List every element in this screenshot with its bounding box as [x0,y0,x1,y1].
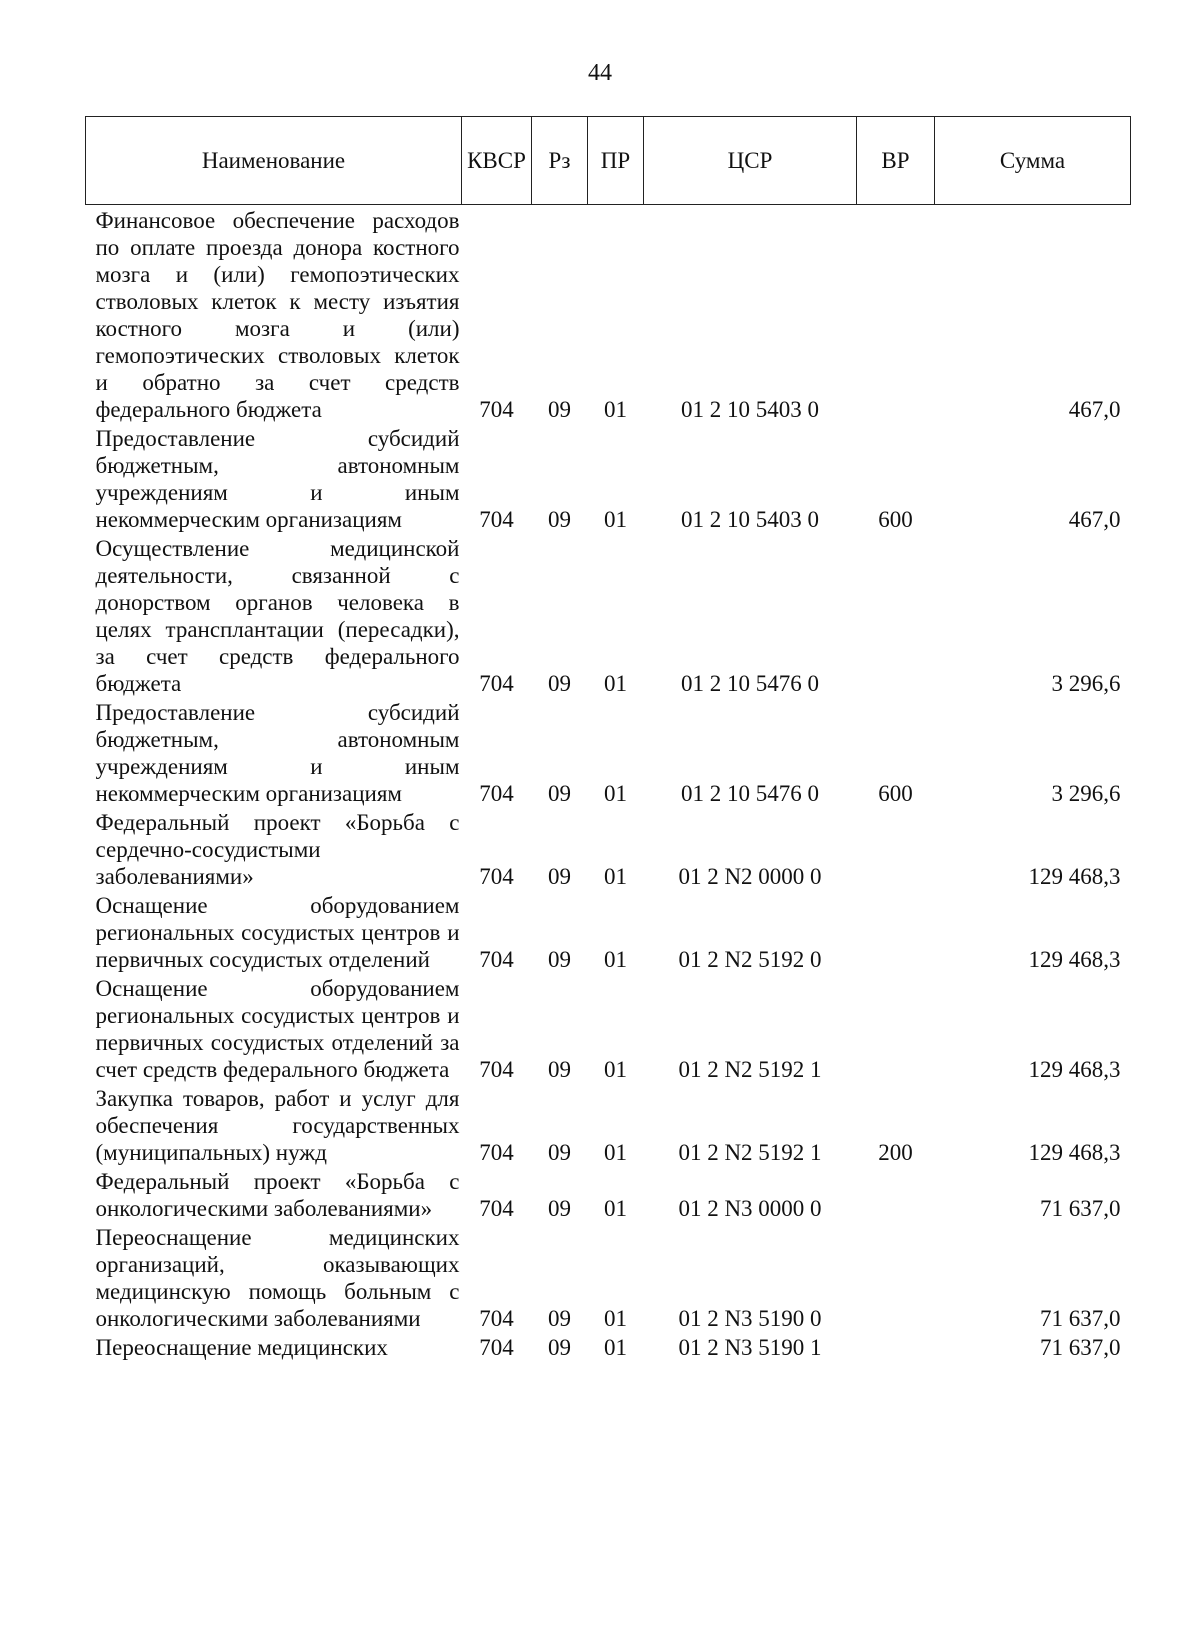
page-number: 44 [588,60,612,86]
row-pr: 01 [604,1306,627,1331]
row-rz: 09 [548,1335,571,1360]
row-name: Закупка товаров, работ и услуг для обеспечения государственных (муниципальных) нужд [95,1086,460,1165]
header-sum: Сумма [935,117,1131,205]
row-name: Переоснащение медицинских организаций, оказывающих медицинскую помощь больным с онкологическими заболеваниями [95,1225,460,1331]
row-vr [857,1222,935,1332]
row-pr: 01 [604,1140,627,1165]
row-csr: 01 2 10 5403 0 [681,507,819,532]
row-pr: 01 [604,864,627,889]
header-vr: ВР [857,117,935,205]
row-kvsr: 704 [479,947,514,972]
table-row [86,697,1131,807]
table-row [86,533,1131,697]
table-row [86,807,1131,890]
row-vr: 600 [878,507,913,532]
header-pr: ПР [588,117,644,205]
row-sum: 467,0 [1068,397,1121,422]
table-row [86,1166,1131,1222]
header-row [86,117,1131,205]
table-header [86,117,1131,205]
row-sum: 129 468,3 [1028,864,1121,889]
row-sum: 3 296,6 [1051,671,1121,696]
row-vr: 600 [878,781,913,806]
row-kvsr: 704 [479,1196,514,1221]
row-csr: 01 2 10 5476 0 [681,671,819,696]
row-pr: 01 [604,947,627,972]
row-csr: 01 2 10 5403 0 [681,397,819,422]
table-body [86,205,1131,1362]
header-rz: Рз [532,117,588,205]
row-name: Осуществление медицинской деятельности, связанной с донорством органов человека в целях трансплантации (пересадки), за счет средств федерального бюджета [95,536,460,696]
row-pr: 01 [604,1196,627,1221]
header-kvsr: КВСР [462,117,532,205]
row-vr [857,533,935,697]
row-name: Федеральный проект «Борьба с сердечно-сосудистыми заболеваниями» [95,810,460,889]
row-pr: 01 [604,781,627,806]
header-name: Наименование [86,117,462,205]
row-kvsr: 704 [479,507,514,532]
row-csr: 01 2 N2 5192 0 [678,947,822,972]
row-rz: 09 [548,864,571,889]
row-vr [857,1332,935,1361]
row-pr: 01 [604,397,627,422]
row-vr [857,1166,935,1222]
table-row [86,1083,1131,1166]
row-name: Федеральный проект «Борьба с онкологическими заболеваниями» [95,1169,460,1221]
table-row [86,205,1131,424]
row-name: Оснащение оборудованием региональных сосудистых центров и первичных сосудистых отделений за счет средств федерального бюджета [95,976,460,1082]
table-row [86,1332,1131,1361]
row-name: Предоставление субсидий бюджетным, автономным учреждениям и иным некоммерческим организациям [95,426,460,532]
row-vr [857,890,935,973]
row-sum: 129 468,3 [1028,1057,1121,1082]
table-row [86,1222,1131,1332]
row-kvsr: 704 [479,671,514,696]
row-rz: 09 [548,781,571,806]
row-kvsr: 704 [479,781,514,806]
table-row [86,890,1131,973]
row-rz: 09 [548,1057,571,1082]
row-rz: 09 [548,507,571,532]
row-csr: 01 2 N2 5192 1 [678,1140,822,1165]
header-csr: ЦСР [644,117,857,205]
row-name: Переоснащение медицинских [95,1335,388,1360]
row-csr: 01 2 N3 5190 0 [678,1306,822,1331]
row-name: Оснащение оборудованием региональных сосудистых центров и первичных сосудистых отделений [95,893,460,972]
row-csr: 01 2 N3 5190 1 [678,1335,822,1360]
row-kvsr: 704 [479,1140,514,1165]
row-sum: 467,0 [1068,507,1121,532]
row-rz: 09 [548,1196,571,1221]
row-csr: 01 2 N3 0000 0 [678,1196,822,1221]
row-rz: 09 [548,1140,571,1165]
row-vr: 200 [878,1140,913,1165]
table-row [86,423,1131,533]
row-name: Предоставление субсидий бюджетным, автономным учреждениям и иным некоммерческим организациям [95,700,460,806]
row-kvsr: 704 [479,1306,514,1331]
row-sum: 129 468,3 [1028,1140,1121,1165]
row-pr: 01 [604,507,627,532]
row-sum: 3 296,6 [1051,781,1121,806]
row-kvsr: 704 [479,864,514,889]
row-rz: 09 [548,671,571,696]
row-csr: 01 2 N2 0000 0 [678,864,822,889]
row-pr: 01 [604,1335,627,1360]
row-pr: 01 [604,1057,627,1082]
row-vr [857,807,935,890]
row-sum: 129 468,3 [1028,947,1121,972]
row-sum: 71 637,0 [1040,1335,1121,1360]
row-rz: 09 [548,397,571,422]
row-csr: 01 2 N2 5192 1 [678,1057,822,1082]
row-kvsr: 704 [479,1335,514,1360]
row-vr [857,973,935,1083]
row-name: Финансовое обеспечение расходов по оплате проезда донора костного мозга и (или) гемопоэтических стволовых клеток к месту изъятия костного мозга и (или) гемопоэтических стволовых клеток и обратно за счет средств федерального бюджета [95,208,460,422]
row-kvsr: 704 [479,1057,514,1082]
row-vr [857,205,935,424]
row-kvsr: 704 [479,397,514,422]
row-rz: 09 [548,1306,571,1331]
row-sum: 71 637,0 [1040,1196,1121,1221]
budget-table [85,116,1131,1361]
row-pr: 01 [604,671,627,696]
row-rz: 09 [548,947,571,972]
table-row [86,973,1131,1083]
row-csr: 01 2 10 5476 0 [681,781,819,806]
row-sum: 71 637,0 [1040,1306,1121,1331]
